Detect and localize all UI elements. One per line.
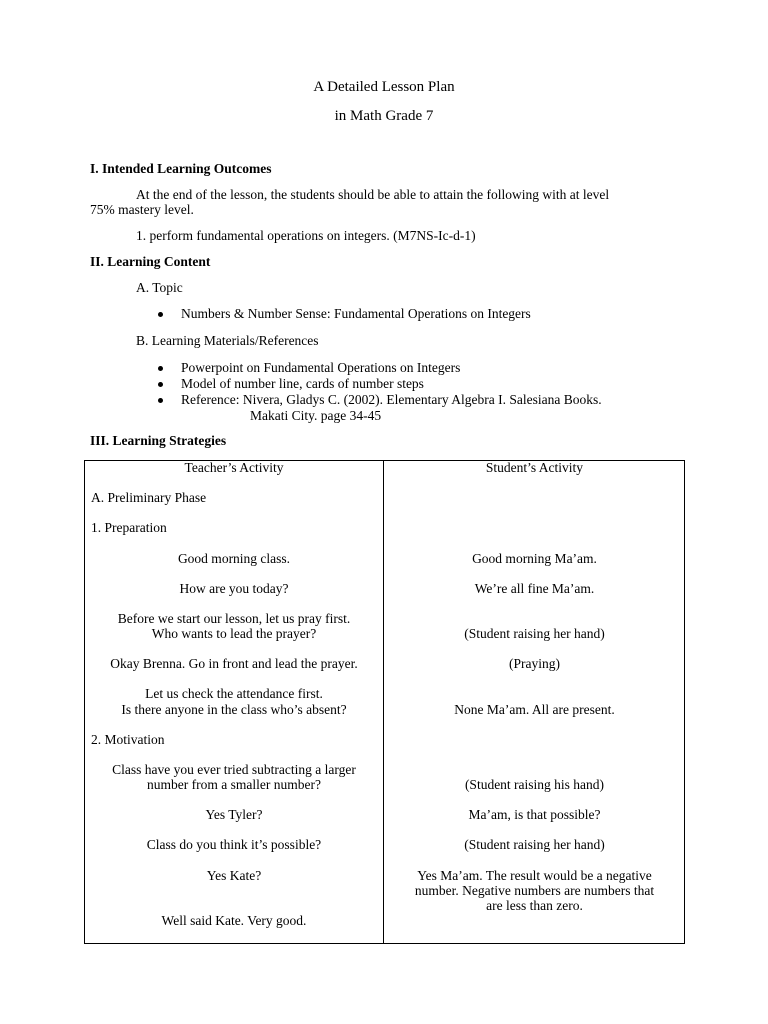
student-line: None Ma’am. All are present.: [454, 702, 615, 717]
student-line: (Praying): [509, 656, 560, 671]
materials-item: Reference: Nivera, Gladys C. (2002). Elementary Algebra I. Salesiana Books.: [181, 392, 602, 407]
materials-item: Powerpoint on Fundamental Operations on Integers: [181, 360, 461, 375]
teacher-line: How are you today?: [179, 581, 289, 596]
bullet-icon: [158, 366, 163, 371]
teacher-line: Yes Kate?: [206, 868, 262, 883]
student-line: are less than zero.: [486, 898, 583, 913]
bullet-icon: [158, 382, 163, 387]
teacher-line: Who wants to lead the prayer?: [151, 626, 317, 641]
student-line: Ma’am, is that possible?: [468, 807, 601, 822]
materials-item: Model of number line, cards of number steps: [181, 376, 424, 391]
topic-item: Numbers & Number Sense: Fundamental Operations on Integers: [181, 306, 531, 321]
student-line: (Student raising her hand): [464, 837, 605, 852]
teacher-line: Class have you ever tried subtracting a larger: [112, 762, 356, 777]
topic-label: A. Topic: [136, 280, 183, 295]
step-label: 2. Motivation: [91, 732, 165, 747]
objective-item: 1. perform fundamental operations on integers. (M7NS-Ic-d-1): [136, 228, 476, 243]
document-title-line1: A Detailed Lesson Plan: [313, 79, 455, 95]
student-line: (Student raising his hand): [464, 777, 605, 792]
student-line: Good morning Ma’am.: [472, 551, 597, 566]
teacher-line: Let us check the attendance first.: [145, 686, 323, 701]
teacher-line: Yes Tyler?: [205, 807, 263, 822]
student-line: Yes Ma’am. The result would be a negative: [417, 868, 652, 883]
materials-label: B. Learning Materials/References: [136, 333, 319, 348]
teacher-line: Okay Brenna. Go in front and lead the prayer.: [110, 656, 358, 671]
teacher-line: Good morning class.: [177, 551, 291, 566]
bullet-icon: [158, 312, 163, 317]
student-line: (Student raising her hand): [464, 626, 605, 641]
student-line: number. Negative numbers are numbers that: [414, 883, 655, 898]
teacher-line: Class do you think it’s possible?: [146, 837, 322, 852]
teacher-line: number from a smaller number?: [147, 777, 321, 792]
table-header-teacher: Teacher’s Activity: [184, 460, 284, 475]
section-heading-content: II. Learning Content: [90, 254, 211, 269]
teacher-line: Before we start our lesson, let us pray first.: [117, 611, 351, 626]
teacher-line: Well said Kate. Very good.: [161, 913, 307, 928]
materials-item-continuation: Makati City. page 34-45: [250, 408, 382, 423]
bullet-icon: [158, 398, 163, 403]
student-line: We’re all fine Ma’am.: [474, 581, 595, 596]
phase-label: A. Preliminary Phase: [91, 490, 207, 505]
table-header-student: Student’s Activity: [485, 460, 584, 475]
outcomes-paragraph-line2: 75% mastery level.: [90, 202, 194, 217]
outcomes-paragraph-line1: At the end of the lesson, the students should be able to attain the following with at level: [136, 187, 610, 202]
section-heading-outcomes: I. Intended Learning Outcomes: [90, 161, 272, 176]
document-title-line2: in Math Grade 7: [334, 108, 434, 124]
step-label: 1. Preparation: [91, 520, 167, 535]
section-heading-strategies: III. Learning Strategies: [90, 433, 227, 448]
teacher-line: Is there anyone in the class who’s absent?: [121, 702, 347, 717]
